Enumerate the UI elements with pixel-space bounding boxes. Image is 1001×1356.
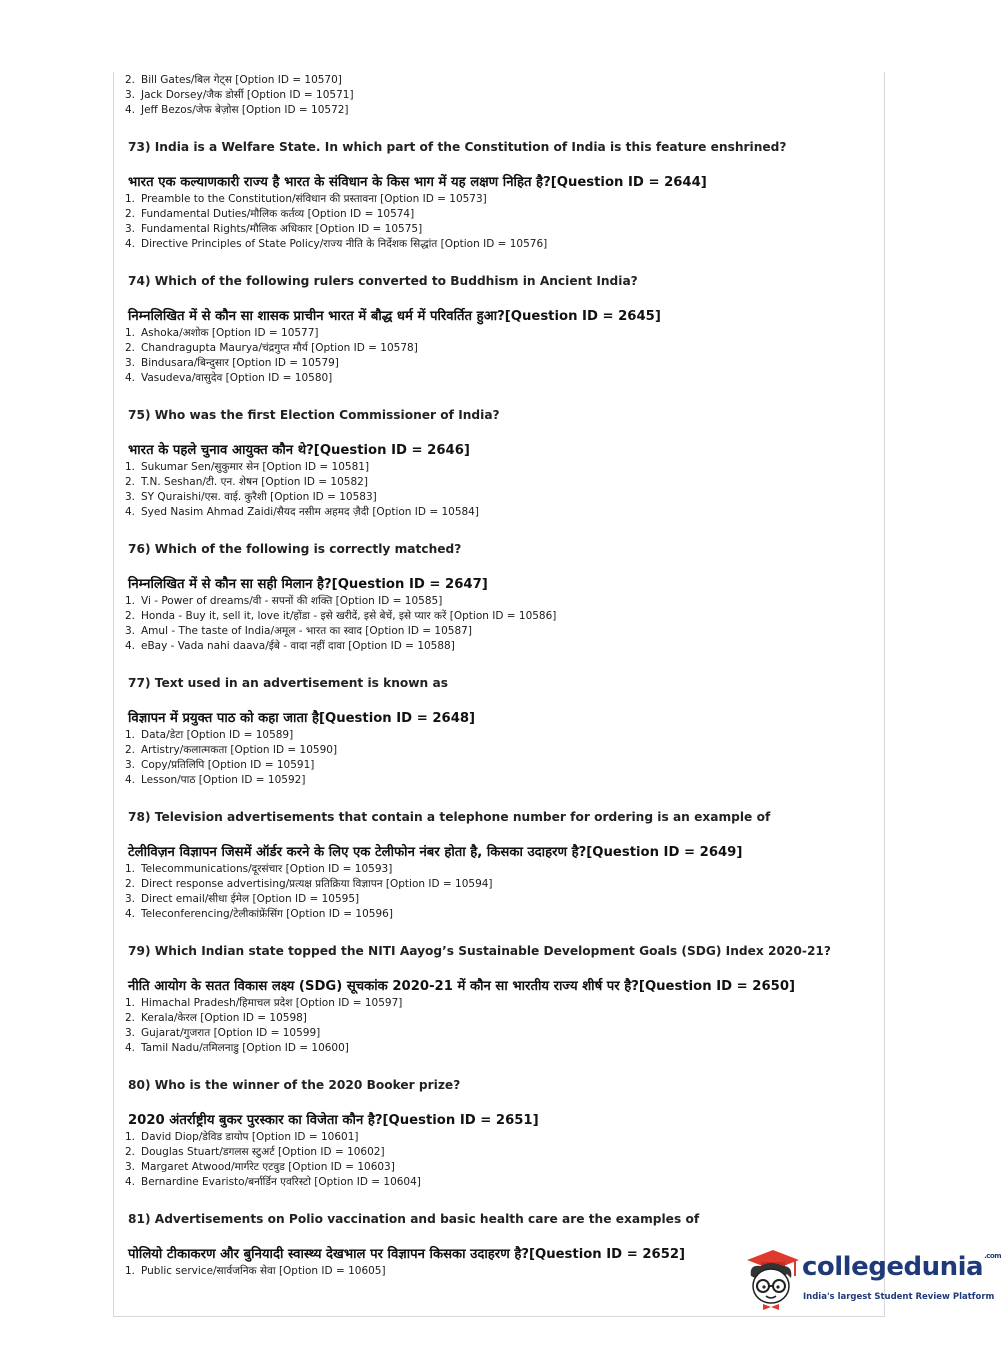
- question-english: 79) Which Indian state topped the NITI Aayog’s Sustainable Development Goals (SDG) Index 2020-21?: [128, 944, 831, 958]
- question-hindi: 2020 अंतर्राष्ट्रीय बुकर पुरस्कार का विजेता कौन है?[Question ID = 2651]: [128, 1113, 539, 1128]
- page-border-left: [113, 72, 114, 1317]
- question-english: 73) India is a Welfare State. In which part of the Constitution of India is this feature enshrined?: [128, 140, 787, 154]
- question-hindi: निम्नलिखित में से कौन सा सही मिलान है?[Question ID = 2647]: [128, 577, 488, 592]
- question-hindi: विज्ञापन में प्रयुक्त पाठ को कहा जाता है[Question ID = 2648]: [128, 711, 476, 726]
- question-hindi: नीति आयोग के सतत विकास लक्ष्य (SDG) सूचकांक 2020-21 में कौन सा भारतीय राज्य शीर्ष पर है?[Question ID = 2650]: [128, 979, 796, 994]
- question-76: [125, 541, 880, 654]
- question-english: 74) Which of the following rulers converted to Buddhism in Ancient India?: [128, 274, 638, 288]
- question-78: [125, 809, 880, 922]
- question-hindi: भारत के पहले चुनाव आयुक्त कौन थे?[Question ID = 2646]: [128, 443, 470, 458]
- question-77: [125, 675, 880, 788]
- option-item: 3. Margaret Atwood/मार्गरेट एटवुड [Option ID = 10603]: [125, 1161, 395, 1173]
- page-border-right: [884, 72, 885, 1317]
- option-item: 2. Chandragupta Maurya/चंद्रगुप्त मौर्य [Option ID = 10578]: [125, 342, 418, 354]
- option-item: 1. Vi - Power of dreams/वी - सपनों की शक्ति [Option ID = 10585]: [125, 595, 443, 607]
- option-item: 3. Gujarat/गुजरात [Option ID = 10599]: [125, 1027, 321, 1039]
- question-hindi: भारत एक कल्याणकारी राज्य है भारत के संविधान के किस भाग में यह लक्षण निहित है?[Question ID = 2644]: [128, 175, 707, 190]
- question-english: 78) Television advertisements that contain a telephone number for ordering is an example of: [128, 810, 771, 824]
- option-item: 2. Fundamental Duties/मौलिक कर्तव्य [Option ID = 10574]: [125, 208, 415, 220]
- option-item: 3. Copy/प्रतिलिपि [Option ID = 10591]: [125, 759, 315, 771]
- option-item: 1. Public service/सार्वजनिक सेवा [Option ID = 10605]: [125, 1265, 386, 1277]
- question-hindi: निम्नलिखित में से कौन सा शासक प्राचीन भारत में बौद्ध धर्म में परिवर्तित हुआ?[Question ID = 2645]: [128, 309, 661, 324]
- option-item: 2. Direct response advertising/प्रत्यक्ष प्रतिक्रिया विज्ञापन [Option ID = 10594]: [125, 878, 493, 890]
- option-item: 3. Jack Dorsey/जैक डोर्सी [Option ID = 10571]: [125, 89, 354, 101]
- collegedunia-logo[interactable]: [741, 1246, 1001, 1316]
- question-79: [125, 943, 880, 1056]
- option-item: 4. Vasudeva/वासुदेव [Option ID = 10580]: [125, 372, 333, 384]
- question-hindi: पोलियो टीकाकरण और बुनियादी स्वास्थ्य देखभाल पर विज्ञापन किसका उदाहरण है?[Question ID = 2652]: [128, 1247, 686, 1262]
- question-74: [125, 273, 880, 386]
- option-item: 1. Preamble to the Constitution/संविधान की प्रस्तावना [Option ID = 10573]: [125, 193, 487, 205]
- option-list: [125, 326, 880, 386]
- question-english: 81) Advertisements on Polio vaccination and basic health care are the examples of: [128, 1212, 700, 1226]
- option-list: [125, 460, 880, 520]
- option-item: 2. T.N. Seshan/टी. एन. शेषन [Option ID = 10582]: [125, 476, 368, 488]
- option-item: 4. Syed Nasim Ahmad Zaidi/सैयद नसीम अहमद ज़ैदी [Option ID = 10584]: [125, 506, 479, 518]
- question-paper: [125, 73, 880, 1279]
- option-item: 1. Ashoka/अशोक [Option ID = 10577]: [125, 327, 319, 339]
- option-item: 3. SY Quraishi/एस. वाई. कुरैशी [Option ID = 10583]: [125, 491, 377, 503]
- logo-wordmark: collegedunia$^{.com}$: [802, 1252, 1001, 1282]
- question-english: 76) Which of the following is correctly matched?: [128, 542, 462, 556]
- option-item: 4. Tamil Nadu/तमिलनाडु [Option ID = 10600]: [125, 1042, 349, 1054]
- option-list: [125, 1130, 880, 1190]
- mascot-icon: [741, 1246, 801, 1312]
- option-item: 2. Honda - Buy it, sell it, love it/होंडा - इसे खरीदें, इसे बेचें, इसे प्यार करें [Option ID = 10586]: [125, 610, 557, 622]
- option-item: 1. Data/डेटा [Option ID = 10589]: [125, 729, 294, 741]
- option-item: 1. Himachal Pradesh/हिमाचल प्रदेश [Option ID = 10597]: [125, 997, 403, 1009]
- option-item: 3. Direct email/सीधा ईमेल [Option ID = 10595]: [125, 893, 360, 905]
- option-item: 4. eBay - Vada nahi daava/ईबे - वादा नहीं दावा [Option ID = 10588]: [125, 640, 455, 652]
- option-item: 3. Fundamental Rights/मौलिक अधिकार [Option ID = 10575]: [125, 223, 423, 235]
- question-english: 80) Who is the winner of the 2020 Booker prize?: [128, 1078, 461, 1092]
- option-list: [125, 862, 880, 922]
- option-item: 1. Telecommunications/दूरसंचार [Option ID = 10593]: [125, 863, 393, 875]
- option-item: 4. Bernardine Evaristo/बर्नार्डिन एवरिस्टो [Option ID = 10604]: [125, 1176, 421, 1188]
- question-english: 75) Who was the first Election Commissioner of India?: [128, 408, 500, 422]
- question-73: [125, 139, 880, 252]
- option-item: 1. David Diop/डेविड डायोप [Option ID = 10601]: [125, 1131, 359, 1143]
- option-list: [125, 192, 880, 252]
- question-english: 77) Text used in an advertisement is known as: [128, 676, 448, 690]
- question-hindi: टेलीविज़न विज्ञापन जिसमें ऑर्डर करने के लिए एक टेलीफोन नंबर होता है, किसका उदाहरण है?[Question ID = 2649]: [128, 845, 743, 860]
- option-item: 2. Artistry/कलात्मकता [Option ID = 10590]: [125, 744, 338, 756]
- option-item: 4. Lesson/पाठ [Option ID = 10592]: [125, 774, 306, 786]
- option-item: 2. Bill Gates/बिल गेट्स [Option ID = 10570]: [125, 74, 342, 86]
- option-item: 2. Kerala/केरल [Option ID = 10598]: [125, 1012, 307, 1024]
- question-75: [125, 407, 880, 520]
- option-list: [125, 594, 880, 654]
- lead-options: [125, 73, 880, 118]
- option-item: 3. Bindusara/बिन्दुसार [Option ID = 10579]: [125, 357, 339, 369]
- page-border-bottom: [113, 1316, 885, 1317]
- option-list: [125, 728, 880, 788]
- logo-tagline: India's largest Student Review Platform: [803, 1292, 995, 1302]
- option-item: 4. Jeff Bezos/जेफ बेज़ोस [Option ID = 10572]: [125, 104, 349, 116]
- option-item: 2. Douglas Stuart/डगलस स्टुअर्ट [Option ID = 10602]: [125, 1146, 385, 1158]
- option-item: 4. Directive Principles of State Policy/राज्य नीति के निर्देशक सिद्धांत [Option ID = 10576]: [125, 238, 548, 250]
- option-item: 4. Teleconferencing/टेलीकांफ्रेंसिंग [Option ID = 10596]: [125, 908, 393, 920]
- option-item: 1. Sukumar Sen/सुकुमार सेन [Option ID = 10581]: [125, 461, 370, 473]
- question-80: [125, 1077, 880, 1190]
- option-item: 3. Amul - The taste of India/अमूल - भारत का स्वाद [Option ID = 10587]: [125, 625, 472, 637]
- option-list: [125, 996, 880, 1056]
